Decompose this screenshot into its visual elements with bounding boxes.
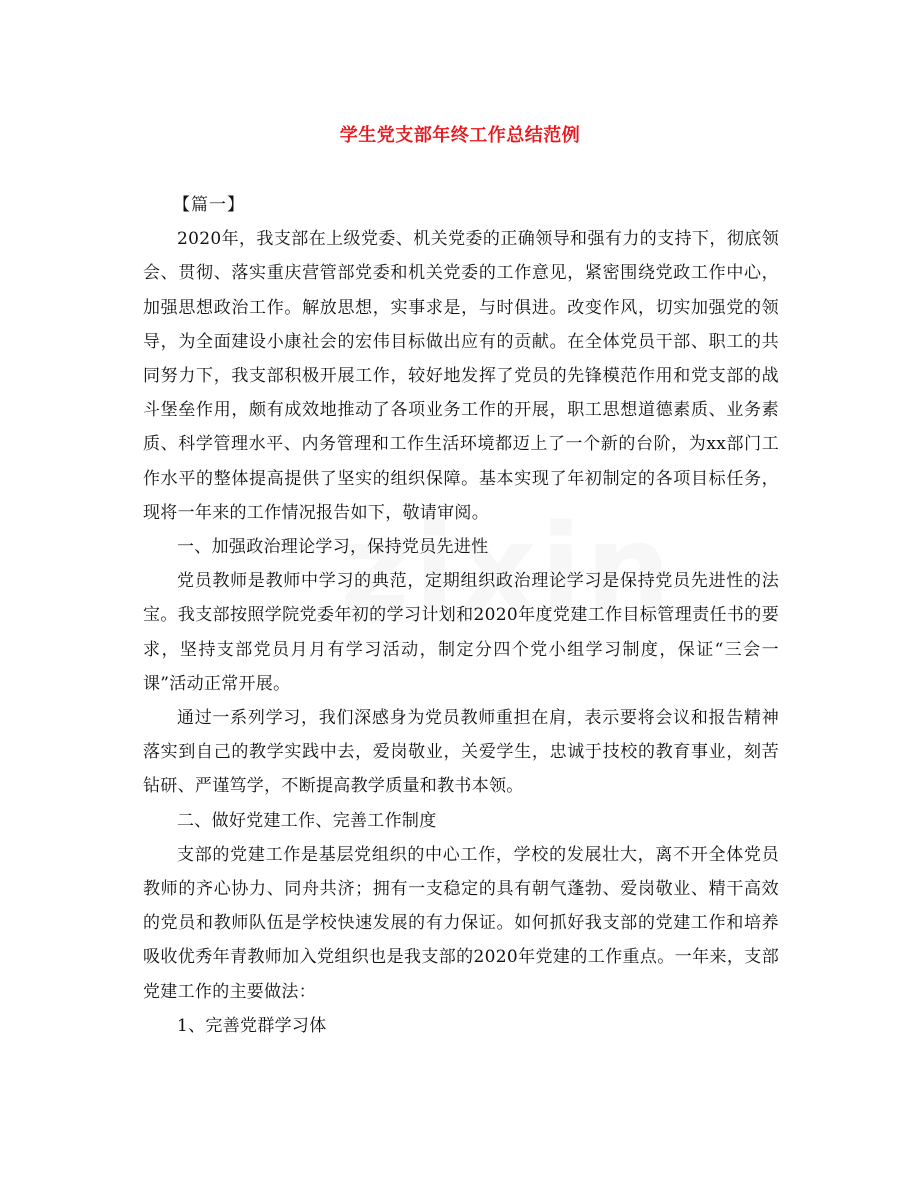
paragraph-reflection: 通过一系列学习，我们深感身为党员教师重担在肩，表示要将会议和报告精神落实到自己的教学实践中去，爱岗敬业，关爱学生，忠诚于技校的教育事业，刻苦钻研、严谨笃学，不断提高教学质量和教书本领。 <box>143 708 779 797</box>
paragraph-study: 党员教师是教师中学习的典范，定期组织政治理论学习是保持党员先进性的法宝。我支部按照学院党委年初的学习计划和2020年度党建工作目标管理责任书的要求，坚持支部党员月月有学习活动，制定分四个党小组学习制度，保证“三会一课”活动正常开展。 <box>143 571 779 694</box>
document-title: 学生党支部年终工作总结范例 <box>339 125 581 146</box>
paragraph-party-building: 支部的党建工作是基层党组织的中心工作，学校的发展壮大，离不开全体党员教师的齐心协力、同舟共济；拥有一支稳定的具有朝气蓬勃、爱岗敬业、精干高效的党员和教师队伍是学校快速发展的有力保证。如何抓好我支部的党建工作和培养吸收优秀年青教师加入党组织也是我支部的2020年党建的工作重点。一年来，支部党建工作的主要做法： <box>143 844 779 1002</box>
heading-section-2: 二、做好党建工作、完善工作制度 <box>177 810 437 831</box>
heading-section-1: 一、加强政治理论学习，保持党员先进性 <box>177 537 489 558</box>
document-body <box>143 188 779 1043</box>
paragraph-intro: 2020年，我支部在上级党委、机关党委的正确领导和强有力的支持下，彻底领会、贯彻、落实重庆营管部党委和机关党委的工作意见，紧密围绕党政工作中心，加强思想政治工作。解放思想，实事求是，与时俱进。改变作风，切实加强党的领导，为全面建设小康社会的宏伟目标做出应有的贡献。在全体党员干部、职工的共同努力下，我支部积极开展工作，较好地发挥了党员的先锋模范作用和党支部的战斗堡垒作用，颇有成效地推动了各项业务工作的开展，职工思想道德素质、业务素质、科学管理水平、内务管理和工作生活环境都迈上了一个新的台阶，为xx部门工作水平的整体提高提供了坚实的组织保障。基本实现了年初制定的各项目标任务，现将一年来的工作情况报告如下，敬请审阅。 <box>143 229 779 523</box>
section-label: 【篇一】 <box>173 195 245 215</box>
heading-subsection-1: 1、完善党群学习体 <box>177 1015 327 1036</box>
